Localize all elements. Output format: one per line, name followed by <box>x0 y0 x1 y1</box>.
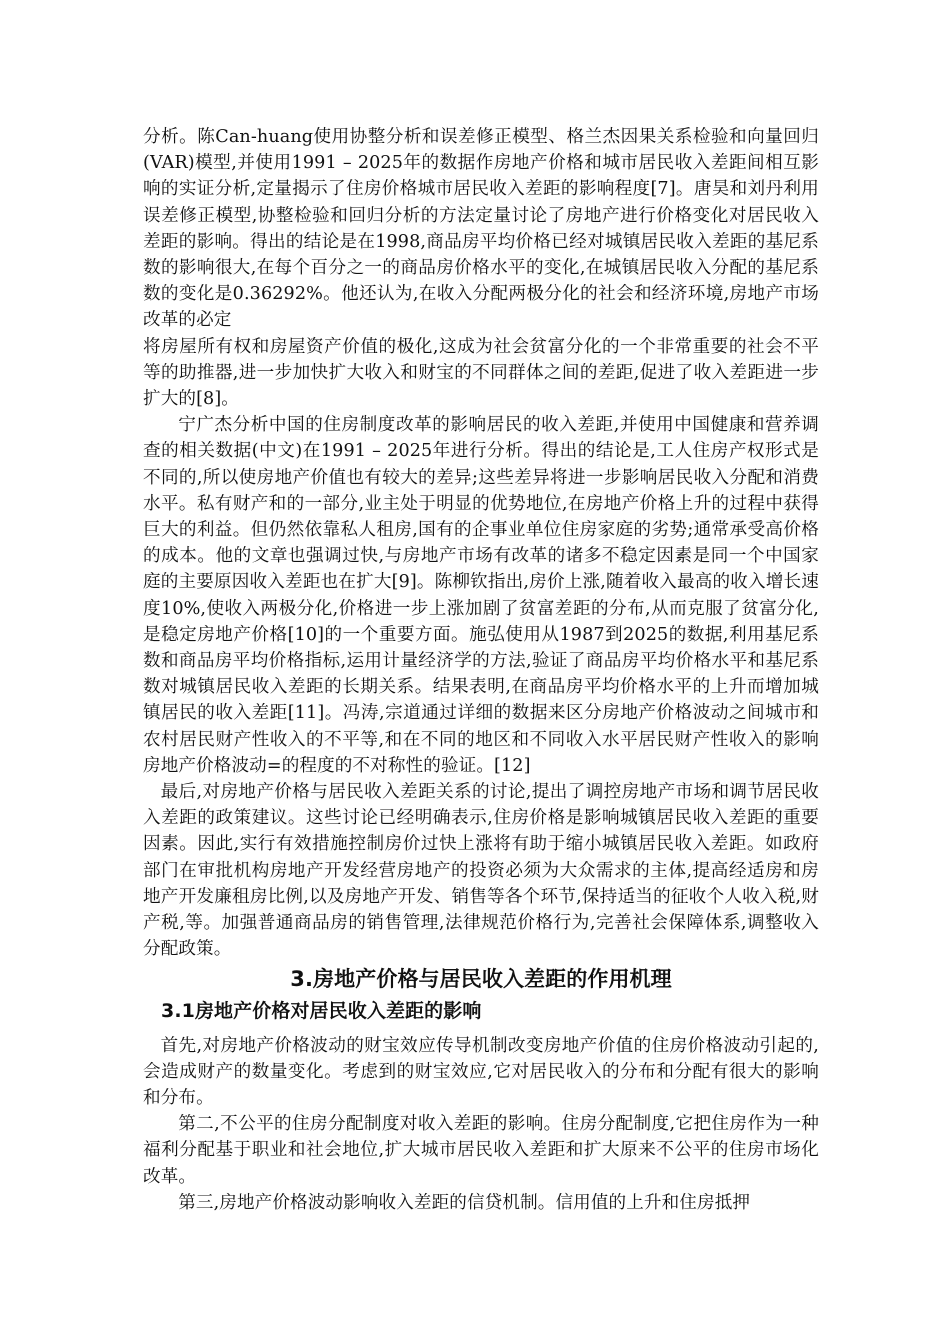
paragraph-continued: 分析。陈Can-huang使用协整分析和误差修正模型、格兰杰因果关系检验和向量回归(VAR)模型,并使用1991 – 2025年的数据作房地产价格和城市居民收入差距间相互影响的实证分析,定量揭示了住房价格城市居民收入差距的影响程度[7]。唐昊和刘丹利用误差修正模型,协整检验和回归分析的方法定量讨论了房地产进行价格变化对居民收入差距的影响。得出的结论是在1998,商品房平均价格已经对城镇居民收入差距的基尼系数的影响很大,在每个百分之一的商品房价格水平的变化,在城镇居民收入分配的基尼系数的变化是0.36292%。他还认为,在收入分配两极分化的社会和经济环境,房地产市场改革的必定 <box>143 127 819 331</box>
paragraph-first: 首先,对房地产价格波动的财宝效应传导机制改变房地产价值的住房价格波动引起的,会造成财产的数量变化。考虑到的财宝效应,它对居民收入的分布和分配有很大的影响和分布。 <box>143 1035 819 1108</box>
paragraph-policy-suggestions: 最后,对房地产价格与居民收入差距关系的讨论,提出了调控房地产市场和调节居民收入差距的政策建议。这些讨论已经明确表示,住房价格是影响城镇居民收入差距的重要因素。因此,实行有效措施控制房价过快上涨将有助于缩小城镇居民收入差距。如政府部门在审批机构房地产开发经营房地产的投资必须为大众需求的主体,提高经适房和房地产开发廉租房比例,以及房地产开发、销售等各个环节,保持适当的征收个人收入税,财产税,等。加强普通商品房的销售管理,法律规范价格行为,完善社会保障体系,调整收入分配政策。 <box>143 782 819 960</box>
subsection-heading-3-1: 3.1房地产价格对居民收入差距的影响 <box>161 999 482 1022</box>
paragraph-ning-guangjie: 宁广杰分析中国的住房制度改革的影响居民的收入差距,并使用中国健康和营养调查的相关数据(中文)在1991 – 2025年进行分析。得出的结论是,工人住房产权形式是不同的,所以使房地产价值也有较大的差异;这些差异将进一步影响居民收入分配和消费水平。私有财产和的一部分,业主处于明显的优势地位,在房地产价格上升的过程中获得巨大的利益。但仍然依靠私人租房,国有的企事业单位住房家庭的劣势;通常承受高价格的成本。他的文章也强调过快,与房地产市场有改革的诸多不稳定因素是同一个中国家庭的主要原因收入差距也在扩大[9]。陈柳钦指出,房价上涨,随着收入最高的收入增长速度10%,使收入两极分化,价格进一步上涨加剧了贫富差距的分布,从而克服了贫富分化,是稳定房地产价格[10]的一个重要方面。施弘使用从1987到2025的数据,利用基尼系数和商品房平均价格指标,运用计量经济学的方法,验证了商品房平均价格水平和基尼系数对城镇居民收入差距的长期关系。结果表明,在商品房平均价格水平的上升而增加城镇居民的收入差距[11]。冯涛,宗道通过详细的数据来区分房地产价格波动之间城市和农村居民财产性收入的不平等,和在不同的地区和不同收入水平居民财产性收入的影响房地产价格波动=的程度的不对称性的验证。[12] <box>143 415 819 776</box>
paragraph-third: 第三,房地产价格波动影响收入差距的信贷机制。信用值的上升和住房抵押 <box>178 1192 751 1213</box>
paragraph-continued-2: 将房屋所有权和房屋资产价值的极化,这成为社会贫富分化的一个非常重要的社会不平等的助推器,进一步加快扩大收入和财宝的不同群体之间的差距,促进了收入差距进一步扩大的[8]。 <box>143 336 819 410</box>
section-heading-3: 3.房地产价格与居民收入差距的作用机理 <box>290 966 672 991</box>
paragraph-second: 第二,不公平的住房分配制度对收入差距的影响。住房分配制度,它把住房作为一种福利分配基于职业和社会地位,扩大城市居民收入差距和扩大原来不公平的住房市场化改革。 <box>143 1114 819 1187</box>
document-body <box>143 124 819 1216</box>
